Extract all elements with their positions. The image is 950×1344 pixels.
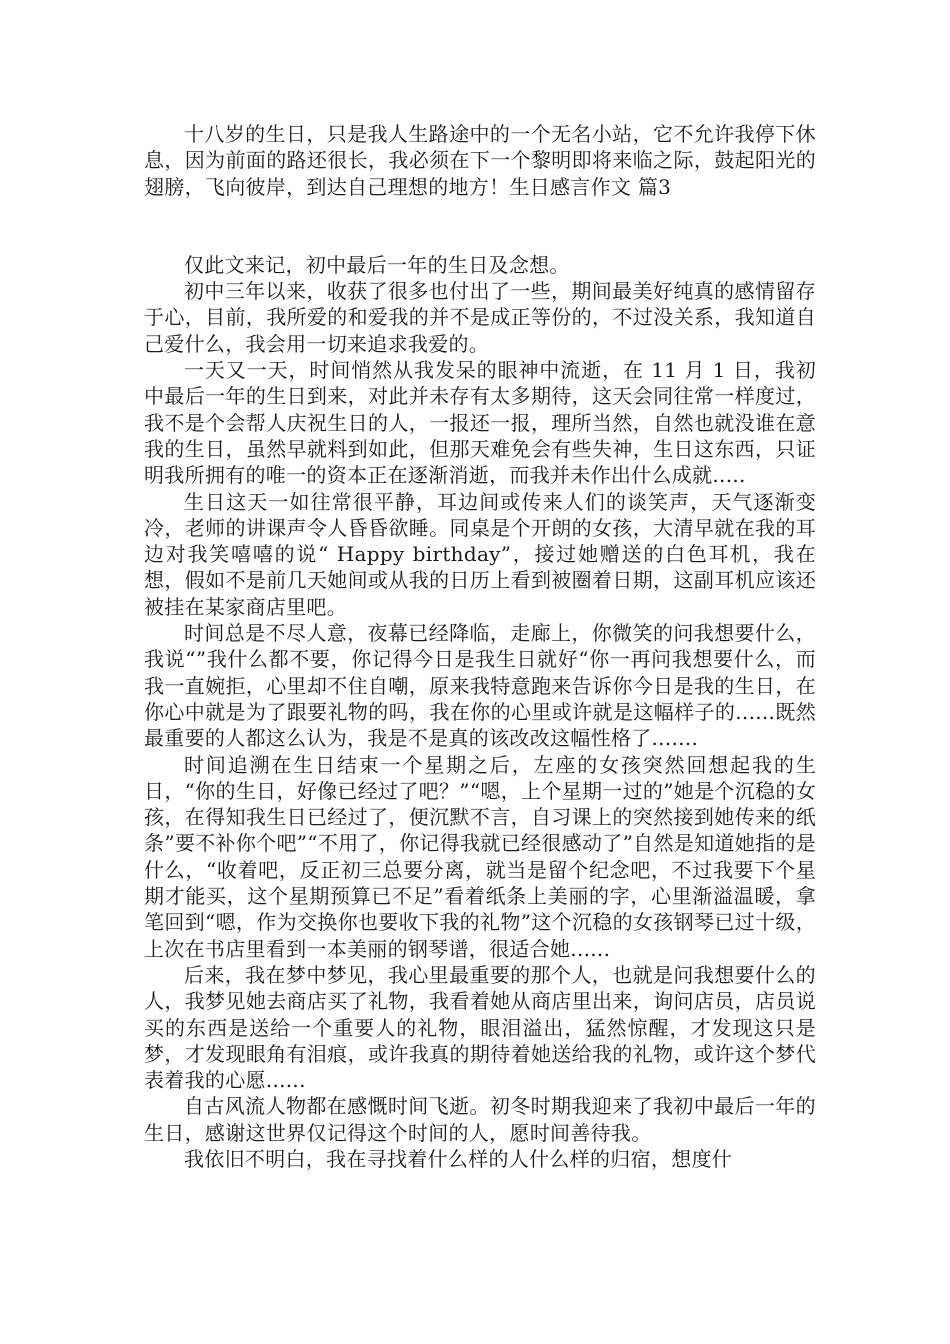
- paragraph: 时间总是不尽人意，夜幕已经降临，走廊上，你微笑的问我想要什么，我说“”我什么都不要，你记得今日是我生日就好“你一再问我想要什么，而我一直婉拒，心里却不住自嘲，原来我特意跑来告诉你今日是我的生日，在你心中就是为了跟要礼物的吗，我在你的心里或许就是这幅样子的......既然最重要的人都这么认为，我是不是真的该改改这幅性格了.......: [144, 621, 816, 751]
- paragraph-intro: 十八岁的生日，只是我人生路途中的一个无名小站，它不允许我停下休息，因为前面的路还很长，我必须在下一个黎明即将来临之际，鼓起阳光的翅膀，飞向彼岸，到达自己理想的地方！生日感言作文 篇3: [144, 122, 816, 199]
- paragraph: 后来，我在梦中梦见，我心里最重要的那个人，也就是问我想要什么的人，我梦见她去商店买了礼物，我看着她从商店里出来，询问店员，店员说买的东西是送给一个重要人的礼物，眼泪溢出，猛然惊醒，才发现这只是梦，才发现眼角有泪痕，或许我真的期待着她送给我的礼物，或许这个梦代表着我的心愿......: [144, 962, 816, 1093]
- paragraph: 生日这天一如往常很平静，耳边间或传来人们的谈笑声，天气逐渐变冷，老师的讲课声令人昏昏欲睡。同桌是个开朗的女孩，大清早就在我的耳边对我笑嘻嘻的说“ Happy birthday”，接过她赠送的白色耳机，我在想，假如不是前几天她间或从我的日历上看到被圈着日期，这副耳机应该还被挂在某家商店里吧。: [144, 489, 816, 619]
- paragraph: 一天又一天，时间悄然从我发呆的眼神中流逝，在 11 月 1 日，我初中最后一年的生日到来，对此并未存有太多期待，这天会同往常一样度过，我不是个会帮人庆祝生日的人，一报还一报，理所当然，自然也就没谁在意我的生日，虽然早就料到如此，但那天难免会有些失神，生日这东西，只证明我所拥有的唯一的资本正在逐渐消逝，而我并未作出什么成就.....: [144, 358, 816, 488]
- section-gap: [144, 200, 816, 252]
- document-body: [144, 121, 816, 1172]
- paragraph: 我依旧不明白，我在寻找着什么样的人什么样的归宿，想度什: [184, 1146, 733, 1171]
- paragraph: 仅此文来记，初中最后一年的生日及念想。: [184, 252, 570, 277]
- paragraph: 自古风流人物都在感慨时间飞逝。初冬时期我迎来了我初中最后一年的生日，感谢这世界仅记得这个时间的人，愿时间善待我。: [144, 1094, 816, 1145]
- paragraph: 时间追溯在生日结束一个星期之后，左座的女孩突然回想起我的生日，“你的生日，好像已经过了吧？”“嗯，上个星期一过的”她是个沉稳的女孩，在得知我生日已经过了，便沉默不言，自习课上的突然接到她传来的纸条”要不补你个吧”“不用了，你记得我就已经很感动了”自然是知道她指的是什么，“收着吧，反正初三总要分离，就当是留个纪念吧，不过我要下个星期才能买，这个星期预算已不足”看着纸条上美丽的字，心里渐溢温暖，拿笔回到“嗯，作为交换你也要收下我的礼物”这个沉稳的女孩钢琴已过十级，上次在书店里看到一本美丽的钢琴谱，很适合她......: [144, 752, 816, 961]
- paragraph: 初中三年以来，收获了很多也付出了一些，期间最美好纯真的感情留存于心，目前，我所爱的和爱我的并不是成正等份的，不过没关系，我知道自己爱什么，我会用一切来追求我爱的。: [144, 279, 816, 356]
